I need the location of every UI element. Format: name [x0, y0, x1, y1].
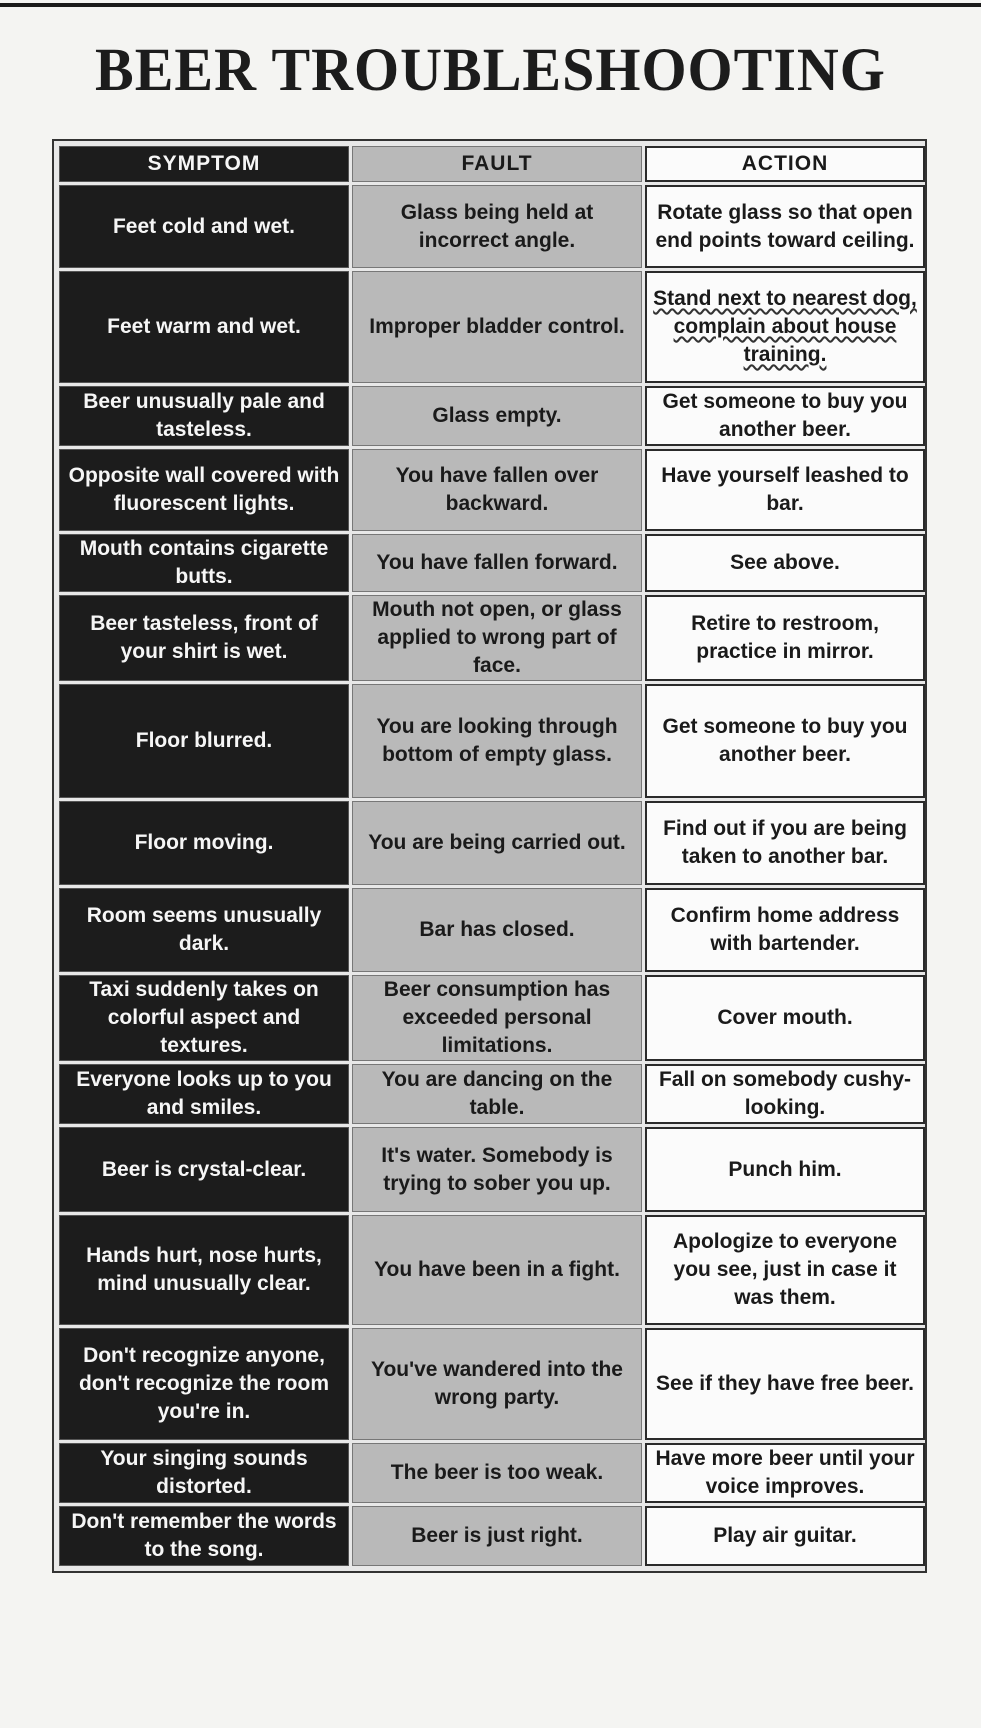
table-row: [59, 1127, 925, 1212]
symptom-cell: Everyone looks up to you and smiles.: [59, 1064, 349, 1124]
fault-cell: You have fallen over backward.: [352, 449, 642, 531]
header-symptom: SYMPTOM: [59, 146, 349, 182]
action-cell: Find out if you are being taken to another bar.: [645, 801, 925, 885]
action-cell: Stand next to nearest dog, complain about house training.: [645, 271, 925, 383]
troubleshooting-table: [52, 139, 927, 1573]
fault-cell: You've wandered into the wrong party.: [352, 1328, 642, 1440]
fault-cell: The beer is too weak.: [352, 1443, 642, 1503]
fault-cell: Glass being held at incorrect angle.: [352, 185, 642, 268]
top-rule: [0, 3, 981, 7]
action-cell: See if they have free beer.: [645, 1328, 925, 1440]
header-fault: FAULT: [352, 146, 642, 182]
fault-cell: You have been in a fight.: [352, 1215, 642, 1325]
symptom-cell: Feet warm and wet.: [59, 271, 349, 383]
table-row: [59, 1215, 925, 1325]
table-row: [59, 684, 925, 798]
table-row: [59, 1443, 925, 1503]
table-row: [59, 1328, 925, 1440]
page-title: BEER TROUBLESHOOTING: [95, 35, 886, 104]
symptom-cell: Floor blurred.: [59, 684, 349, 798]
symptom-cell: Your singing sounds distorted.: [59, 1443, 349, 1503]
action-cell: Have yourself leashed to bar.: [645, 449, 925, 531]
header-row: [59, 146, 925, 182]
symptom-cell: Mouth contains cigarette butts.: [59, 534, 349, 592]
action-cell: Cover mouth.: [645, 975, 925, 1061]
table-row: [59, 975, 925, 1061]
fault-cell: You are looking through bottom of empty glass.: [352, 684, 642, 798]
symptom-cell: Room seems unusually dark.: [59, 888, 349, 972]
action-cell: Confirm home address with bartender.: [645, 888, 925, 972]
fault-cell: You are being carried out.: [352, 801, 642, 885]
action-cell: Punch him.: [645, 1127, 925, 1212]
fault-cell: Beer is just right.: [352, 1506, 642, 1566]
table-row: [59, 534, 925, 592]
table-row: [59, 888, 925, 972]
fault-cell: You have fallen forward.: [352, 534, 642, 592]
action-cell: See above.: [645, 534, 925, 592]
symptom-cell: Beer unusually pale and tasteless.: [59, 386, 349, 446]
fault-cell: You are dancing on the table.: [352, 1064, 642, 1124]
fault-cell: Improper bladder control.: [352, 271, 642, 383]
fault-cell: Glass empty.: [352, 386, 642, 446]
fault-cell: Bar has closed.: [352, 888, 642, 972]
table-row: [59, 185, 925, 268]
action-cell: Rotate glass so that open end points toward ceiling.: [645, 185, 925, 268]
action-cell: Have more beer until your voice improves.: [645, 1443, 925, 1503]
table-row: [59, 449, 925, 531]
symptom-cell: Feet cold and wet.: [59, 185, 349, 268]
table-row: [59, 271, 925, 383]
symptom-cell: Beer is crystal-clear.: [59, 1127, 349, 1212]
table-row: [59, 801, 925, 885]
symptom-cell: Floor moving.: [59, 801, 349, 885]
header-action: ACTION: [645, 146, 925, 182]
symptom-cell: Don't recognize anyone, don't recognize the room you're in.: [59, 1328, 349, 1440]
symptom-cell: Hands hurt, nose hurts, mind unusually clear.: [59, 1215, 349, 1325]
action-cell: Retire to restroom, practice in mirror.: [645, 595, 925, 681]
table-row: [59, 595, 925, 681]
action-cell: Get someone to buy you another beer.: [645, 684, 925, 798]
table-row: [59, 1064, 925, 1124]
fault-cell: Beer consumption has exceeded personal limitations.: [352, 975, 642, 1061]
fault-cell: It's water. Somebody is trying to sober you up.: [352, 1127, 642, 1212]
table-row: [59, 1506, 925, 1566]
action-cell: Apologize to everyone you see, just in case it was them.: [645, 1215, 925, 1325]
symptom-cell: Beer tasteless, front of your shirt is wet.: [59, 595, 349, 681]
table-row: [59, 386, 925, 446]
symptom-cell: Taxi suddenly takes on colorful aspect and textures.: [59, 975, 349, 1061]
fault-cell: Mouth not open, or glass applied to wrong part of face.: [352, 595, 642, 681]
symptom-cell: Opposite wall covered with fluorescent lights.: [59, 449, 349, 531]
action-cell: Get someone to buy you another beer.: [645, 386, 925, 446]
action-cell: Fall on somebody cushy-looking.: [645, 1064, 925, 1124]
symptom-cell: Don't remember the words to the song.: [59, 1506, 349, 1566]
action-cell: Play air guitar.: [645, 1506, 925, 1566]
